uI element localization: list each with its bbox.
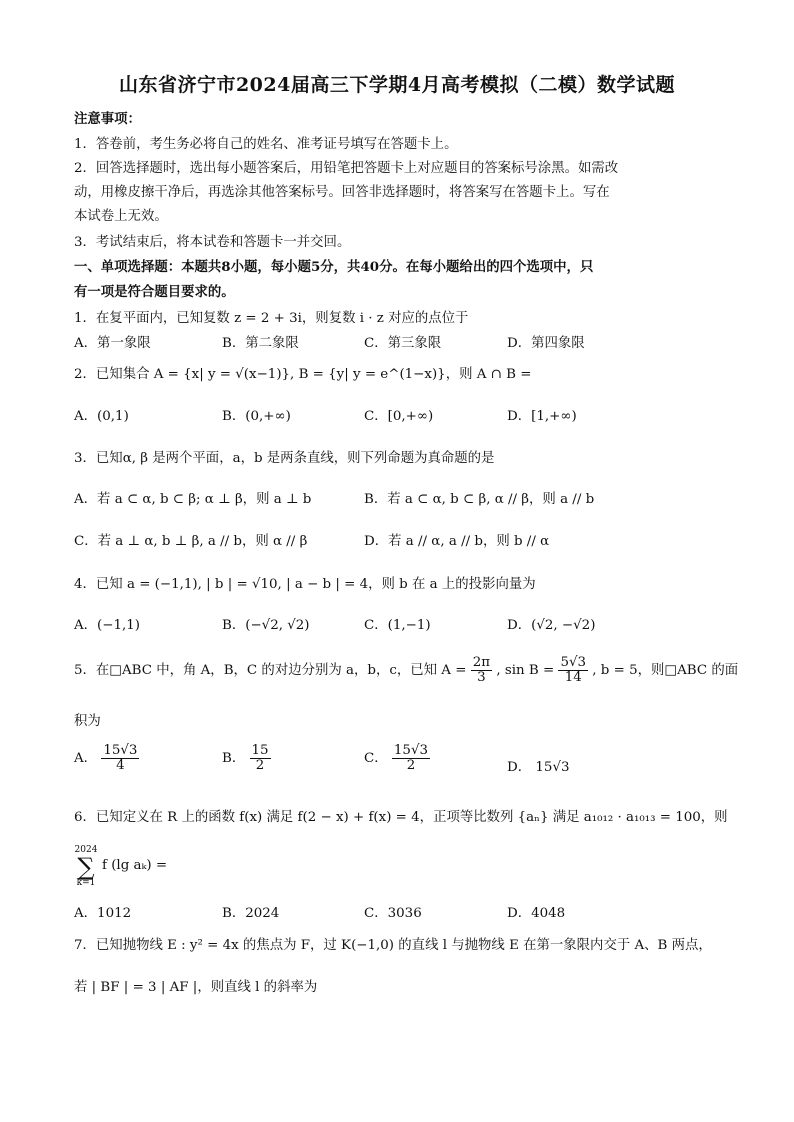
q4-stem: 4．已知 a = (−1,1), | b | = √10, | a − b | = 4，则 b 在 a 上的投影向量为 <box>74 577 536 592</box>
notice-item-2-cont: 动，用橡皮擦干净后，再选涂其他答案标号。回答非选择题时，将答案写在答题卡上。写在 <box>74 185 610 200</box>
q5-option-b-label: B． <box>222 751 246 767</box>
q6-stem: 6．已知定义在 R 上的函数 f(x) 满足 f(2 − x) + f(x) = 4，正项等比数列 {aₙ} 满足 a₁₀₁₂ · a₁₀₁₃ = 100，则 <box>74 810 728 825</box>
q6-option-a: A．1012 <box>74 906 132 921</box>
q1-option-d: D．第四象限 <box>507 336 585 351</box>
notice-item-3: 3．考试结束后，将本试卷和答题卡一并交回。 <box>74 235 351 250</box>
q4-option-c: C．(1,−1) <box>364 618 431 633</box>
q7-stem: 7．已知抛物线 E : y² = 4x 的焦点为 F，过 K(−1,0) 的直线 l 与抛物线 E 在第一象限内交于 A、B 两点， <box>74 938 712 953</box>
q3-option-c: C．若 a ⊥ α, b ⊥ β, a // b，则 α // β <box>74 534 308 549</box>
q5-option-c-den: 2 <box>406 758 416 774</box>
q4-option-a: A．(−1,1) <box>74 618 141 633</box>
q6-option-b: B．2024 <box>222 906 280 921</box>
notice-heading: 注意事项： <box>74 111 141 127</box>
q3-option-b: B．若 a ⊂ α, b ⊂ β, α // β，则 a // b <box>364 492 595 507</box>
q5-option-b <box>222 744 271 773</box>
q5-stem-part-2: , sin B = <box>496 663 555 679</box>
q5-stem-part-3: , b = 5，则□ABC 的面 <box>592 663 739 679</box>
notice-item-1: 1．答卷前，考生务必将自己的姓名、准考证号填写在答题卡上。 <box>74 137 458 152</box>
q5-option-c-num: 15√3 <box>393 743 428 758</box>
q2-option-b: B．(0,+∞) <box>222 409 291 424</box>
q6-sum-symbol: ∑ <box>77 853 95 881</box>
q5-stem-cont: 积为 <box>74 714 101 729</box>
q1-option-b: B．第二象限 <box>222 336 299 351</box>
q5-option-c-label: C． <box>364 751 388 767</box>
notice-item-2: 2．回答选择题时，选出每小题答案后，用铅笔把答题卡上对应题目的答案标号涂黑。如需改 <box>74 161 619 176</box>
q5-option-d <box>507 756 570 775</box>
q6-sum-upper: 2024 <box>74 845 98 855</box>
q5-option-d-label: D． <box>507 760 532 775</box>
q5-option-b-fraction <box>250 744 271 773</box>
q5-option-a-fraction <box>101 744 139 773</box>
q5-option-b-num: 15 <box>251 743 269 758</box>
q5-fraction-angle-a-den: 3 <box>477 670 486 686</box>
q3-stem: 3．已知α, β 是两个平面，a，b 是两条直线，则下列命题为真命题的是 <box>74 451 495 466</box>
q6-sum-expression: f (lg aₖ) = <box>102 858 168 873</box>
q2-option-d: D．[1,+∞) <box>507 409 577 424</box>
q5-fraction-sin-b <box>558 656 588 685</box>
q2-stem: 2．已知集合 A = {x| y = √(x−1)}, B = {y| y = e^(1−x)}，则 A ∩ B = <box>74 367 532 382</box>
section1-heading-cont: 有一项是符合题目要求的。 <box>74 284 235 300</box>
q1-option-a: A．第一象限 <box>74 336 151 351</box>
q1-option-c: C．第三象限 <box>364 336 442 351</box>
q5-stem-part-1: 5．在□ABC 中，角 A，B，C 的对边分别为 a，b，c，已知 A = <box>74 663 467 679</box>
q2-option-a: A．(0,1) <box>74 409 129 424</box>
q5-option-c <box>364 744 430 773</box>
q5-option-d-value: 15√3 <box>535 760 570 775</box>
q1-stem: 1．在复平面内，已知复数 z = 2 + 3i，则复数 i · z 对应的点位于 <box>74 311 469 326</box>
q5-option-a-den: 4 <box>116 758 125 774</box>
q6-sum-lower: k=1 <box>76 878 96 888</box>
q5-fraction-angle-a-num: 2π <box>472 655 491 670</box>
q2-option-c: C．[0,+∞) <box>364 409 434 424</box>
q5-option-a <box>74 744 139 773</box>
q5-option-b-den: 2 <box>255 758 265 774</box>
notice-item-2-end: 本试卷上无效。 <box>74 209 168 224</box>
q5-fraction-sin-b-num: 5√3 <box>560 655 587 670</box>
q3-option-a: A．若 a ⊂ α, b ⊂ β; α ⊥ β，则 a ⊥ b <box>74 492 312 507</box>
q5-option-a-label: A． <box>74 751 98 767</box>
q5-option-c-fraction <box>392 744 430 773</box>
q6-summation <box>74 846 98 888</box>
page-title: 山东省济宁市2024届高三下学期4月高考模拟（二模）数学试题 <box>118 74 676 96</box>
q5-option-a-num: 15√3 <box>103 743 138 758</box>
section1-heading: 一、单项选择题：本题共8小题，每小题5分，共40分。在每小题给出的四个选项中，只 <box>74 259 594 275</box>
q5-stem <box>74 656 738 685</box>
q4-option-d: D．(√2, −√2) <box>507 618 596 633</box>
q6-option-c: C．3036 <box>364 906 422 921</box>
q5-fraction-sin-b-den: 14 <box>564 670 582 686</box>
q4-option-b: B．(−√2, √2) <box>222 618 310 633</box>
q6-option-d: D．4048 <box>507 906 566 921</box>
q3-option-d: D．若 a // α, a // b，则 b // α <box>364 534 550 549</box>
q7-stem-cont: 若 | BF | = 3 | AF |，则直线 l 的斜率为 <box>74 980 318 995</box>
q5-fraction-angle-a <box>471 656 492 685</box>
